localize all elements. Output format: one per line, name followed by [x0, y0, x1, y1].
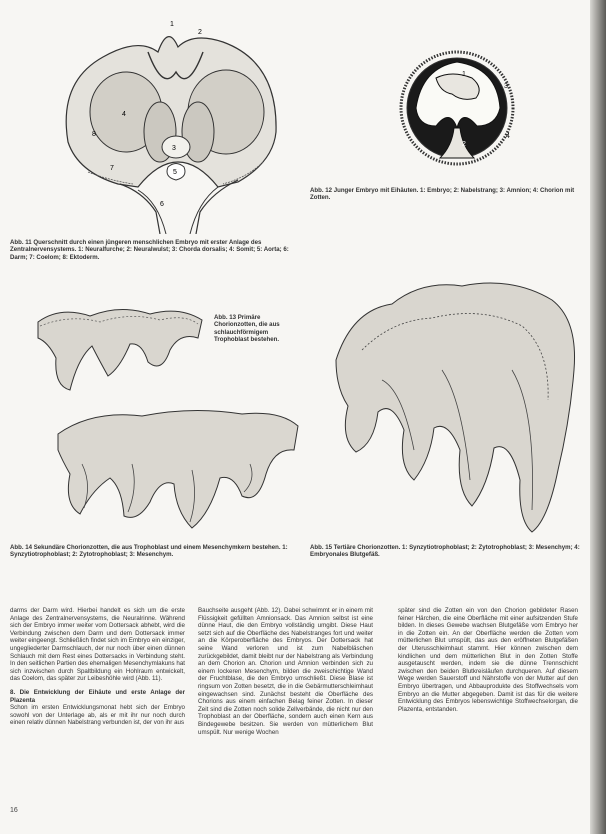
book-gutter-shadow: [590, 0, 606, 834]
figure-abb12-embryo-membranes: [392, 48, 522, 172]
caption-abb15: Abb. 15 Tertiäre Chorionzotten. 1: Synzytiotrophoblast; 2: Zytotrophoblast; 3: Mesenchym; 4: Embryonales Blutgefäß.: [310, 544, 580, 559]
abb11-label-5: 5: [173, 169, 177, 176]
text-column-3: [398, 607, 578, 713]
figure-abb15-tertiary-villi: [322, 270, 584, 540]
abb11-label-6: 6: [160, 201, 164, 208]
page-number: 16: [10, 807, 18, 814]
abb11-label-2: 2: [198, 29, 202, 36]
figure-abb14-secondary-villi: [52, 404, 302, 534]
abb11-label-3: 3: [172, 145, 176, 152]
col1-paragraph-2: Schon im ersten Entwicklungsmonat hebt sich der Embryo sowohl von der Unterlage ab, als er mit ihr nur noch durch einen relativ dünnen Nabelstrang verbunden ist, der von ihr aus: [10, 704, 185, 727]
caption-abb11: Abb. 11 Querschnitt durch einen jüngeren menschlichen Embryo mit erster Anlage des Zentralnervensystems. 1: Neuralfurche; 2: Neuralwulst; 3: Chorda dorsalis; 4: Somit; 5: Aorta; 6: Darm; 7: Coelom; 8: Ektoderm.: [10, 239, 289, 261]
caption-abb14: Abb. 14 Sekundäre Chorionzotten, die aus Trophoblast und einem Mesenchymkern bestehen. 1: Synzytiotrophoblast; 2: Zytotrophoblast; 3: Mesenchym.: [10, 544, 288, 559]
caption-abb12: Abb. 12 Junger Embryo mit Eihäuten. 1: Embryo; 2: Nabelstrang; 3: Amnion; 4: Chorion mit Zotten.: [310, 187, 575, 202]
col3-paragraph-1: später sind die Zotten ein von den Chorion gebildeter Rasen feiner Härchen, die eine Oberfläche mit einer aufsitzenden Stufe bilden. In dieses Gewebe wachsen Blutgefäße vom Embryo her in die Zotten ein. An der Oberfläche werden die Zotten vom mütterlichen Blut umspült, das aus den eröffneten Blutgefäßen der Uterusschleimhaut stammt. Hier können zwischen dem kindlichen und dem mütterlichen Blut in den Zotten Stoffe ausgetauscht werden, indem sie die dünne Trennschicht zwischen den beiden Blutkreisläufen durchqueren. Auf diesem Wege werden Sauerstoff und Nährstoffe von der Mutter auf den Embryo übertragen, und Abbauprodukte des Stoffwechsels vom Embryo an die Mutter abgegeben. Damit ist das für die weitere Entwicklung des Embryos lebenswichtige Stoffwechselorgan, die Plazenta, entstanden.: [398, 607, 578, 713]
caption-abb13: Abb. 13 Primäre Chorionzotten, die aus schlauchförmigem Trophoblast bestehen.: [214, 314, 280, 344]
figure-abb11-embryo-cross-section: [48, 12, 308, 234]
abb11-label-4: 4: [122, 111, 126, 118]
abb12-label-3: 3: [504, 83, 508, 90]
col2-paragraph-1: Bauchseite ausgeht (Abb. 12). Dabei schwimmt er in einem mit Flüssigkeit gefüllten Amnionsack. Das Amnion selbst ist eine dünne Haut, die den Embryo vollständig umgibt. Diese Haut setzt sich auf die Oberfläche des Nabelstranges fort und weiter an die Körperoberfläche des Embryos. Der Dottersack hat seine Wand verloren und ist zum Nabelbläschen zurückgebildet, damit bleibt nur der Nabelstrang als Verbindung an dem Chorion an. Chorion und Amnion verbinden sich zu einem lockeren Mesenchym, bilden die zweischichtige Wand der Fruchtblase, die den Embryo umschließt. Diese Blase ist ringsum von Zotten besetzt, die in die Gebärmutterschleimhaut eingewachsen sind. Zunächst besteht die Oberfläche des Chorions aus einem einfachen Belag feiner Zotten. In dieser Zeit sind die Zotten noch solide Zellverbände, die nicht nur den Trophoblast an der Oberfläche, sondern auch einen Kern aus Bindegewebe besitzen. Sie werden von mütterlichem Blut umspült. Nur wenige Wochen: [198, 607, 373, 736]
abb11-label-7: 7: [110, 165, 114, 172]
col1-section-heading: 8. Die Entwicklung der Eihäute und erste Anlage der Plazenta: [10, 688, 185, 704]
text-column-2: [198, 607, 373, 736]
col1-paragraph-1: darms der Darm wird. Hierbei handelt es sich um die erste Anlage des Zentralnervensystems, die Neuralrinne. Während sich der Embryo immer weiter vom Dottersack abhebt, wird die Verbindung zwischen dem Darm und dem Dottersack immer weiter eingeengt. Schließlich findet sich im Embryo ein einziger, ungegliederter Darmschlauch, der nur noch über einen dünnen Schlauch mit dem Rest eines Dottersacks in Verbindung steht. In den seitlichen Partien des ehemaligen Mesenchymlakuns hat sich inzwischen durch Spaltbildung ein Hohlraum entwickelt, das Coelom, das später zur Leibeshöhle wird (Abb. 11).: [10, 607, 185, 683]
abb11-label-1: 1: [170, 21, 174, 28]
abb12-label-4: 4: [506, 133, 510, 140]
abb12-label-2: 2: [462, 141, 466, 148]
abb12-label-1: 1: [462, 71, 466, 78]
abb11-label-8: 8: [92, 131, 96, 138]
figure-abb13-primary-villi: [30, 302, 208, 394]
text-column-1: [10, 607, 185, 727]
